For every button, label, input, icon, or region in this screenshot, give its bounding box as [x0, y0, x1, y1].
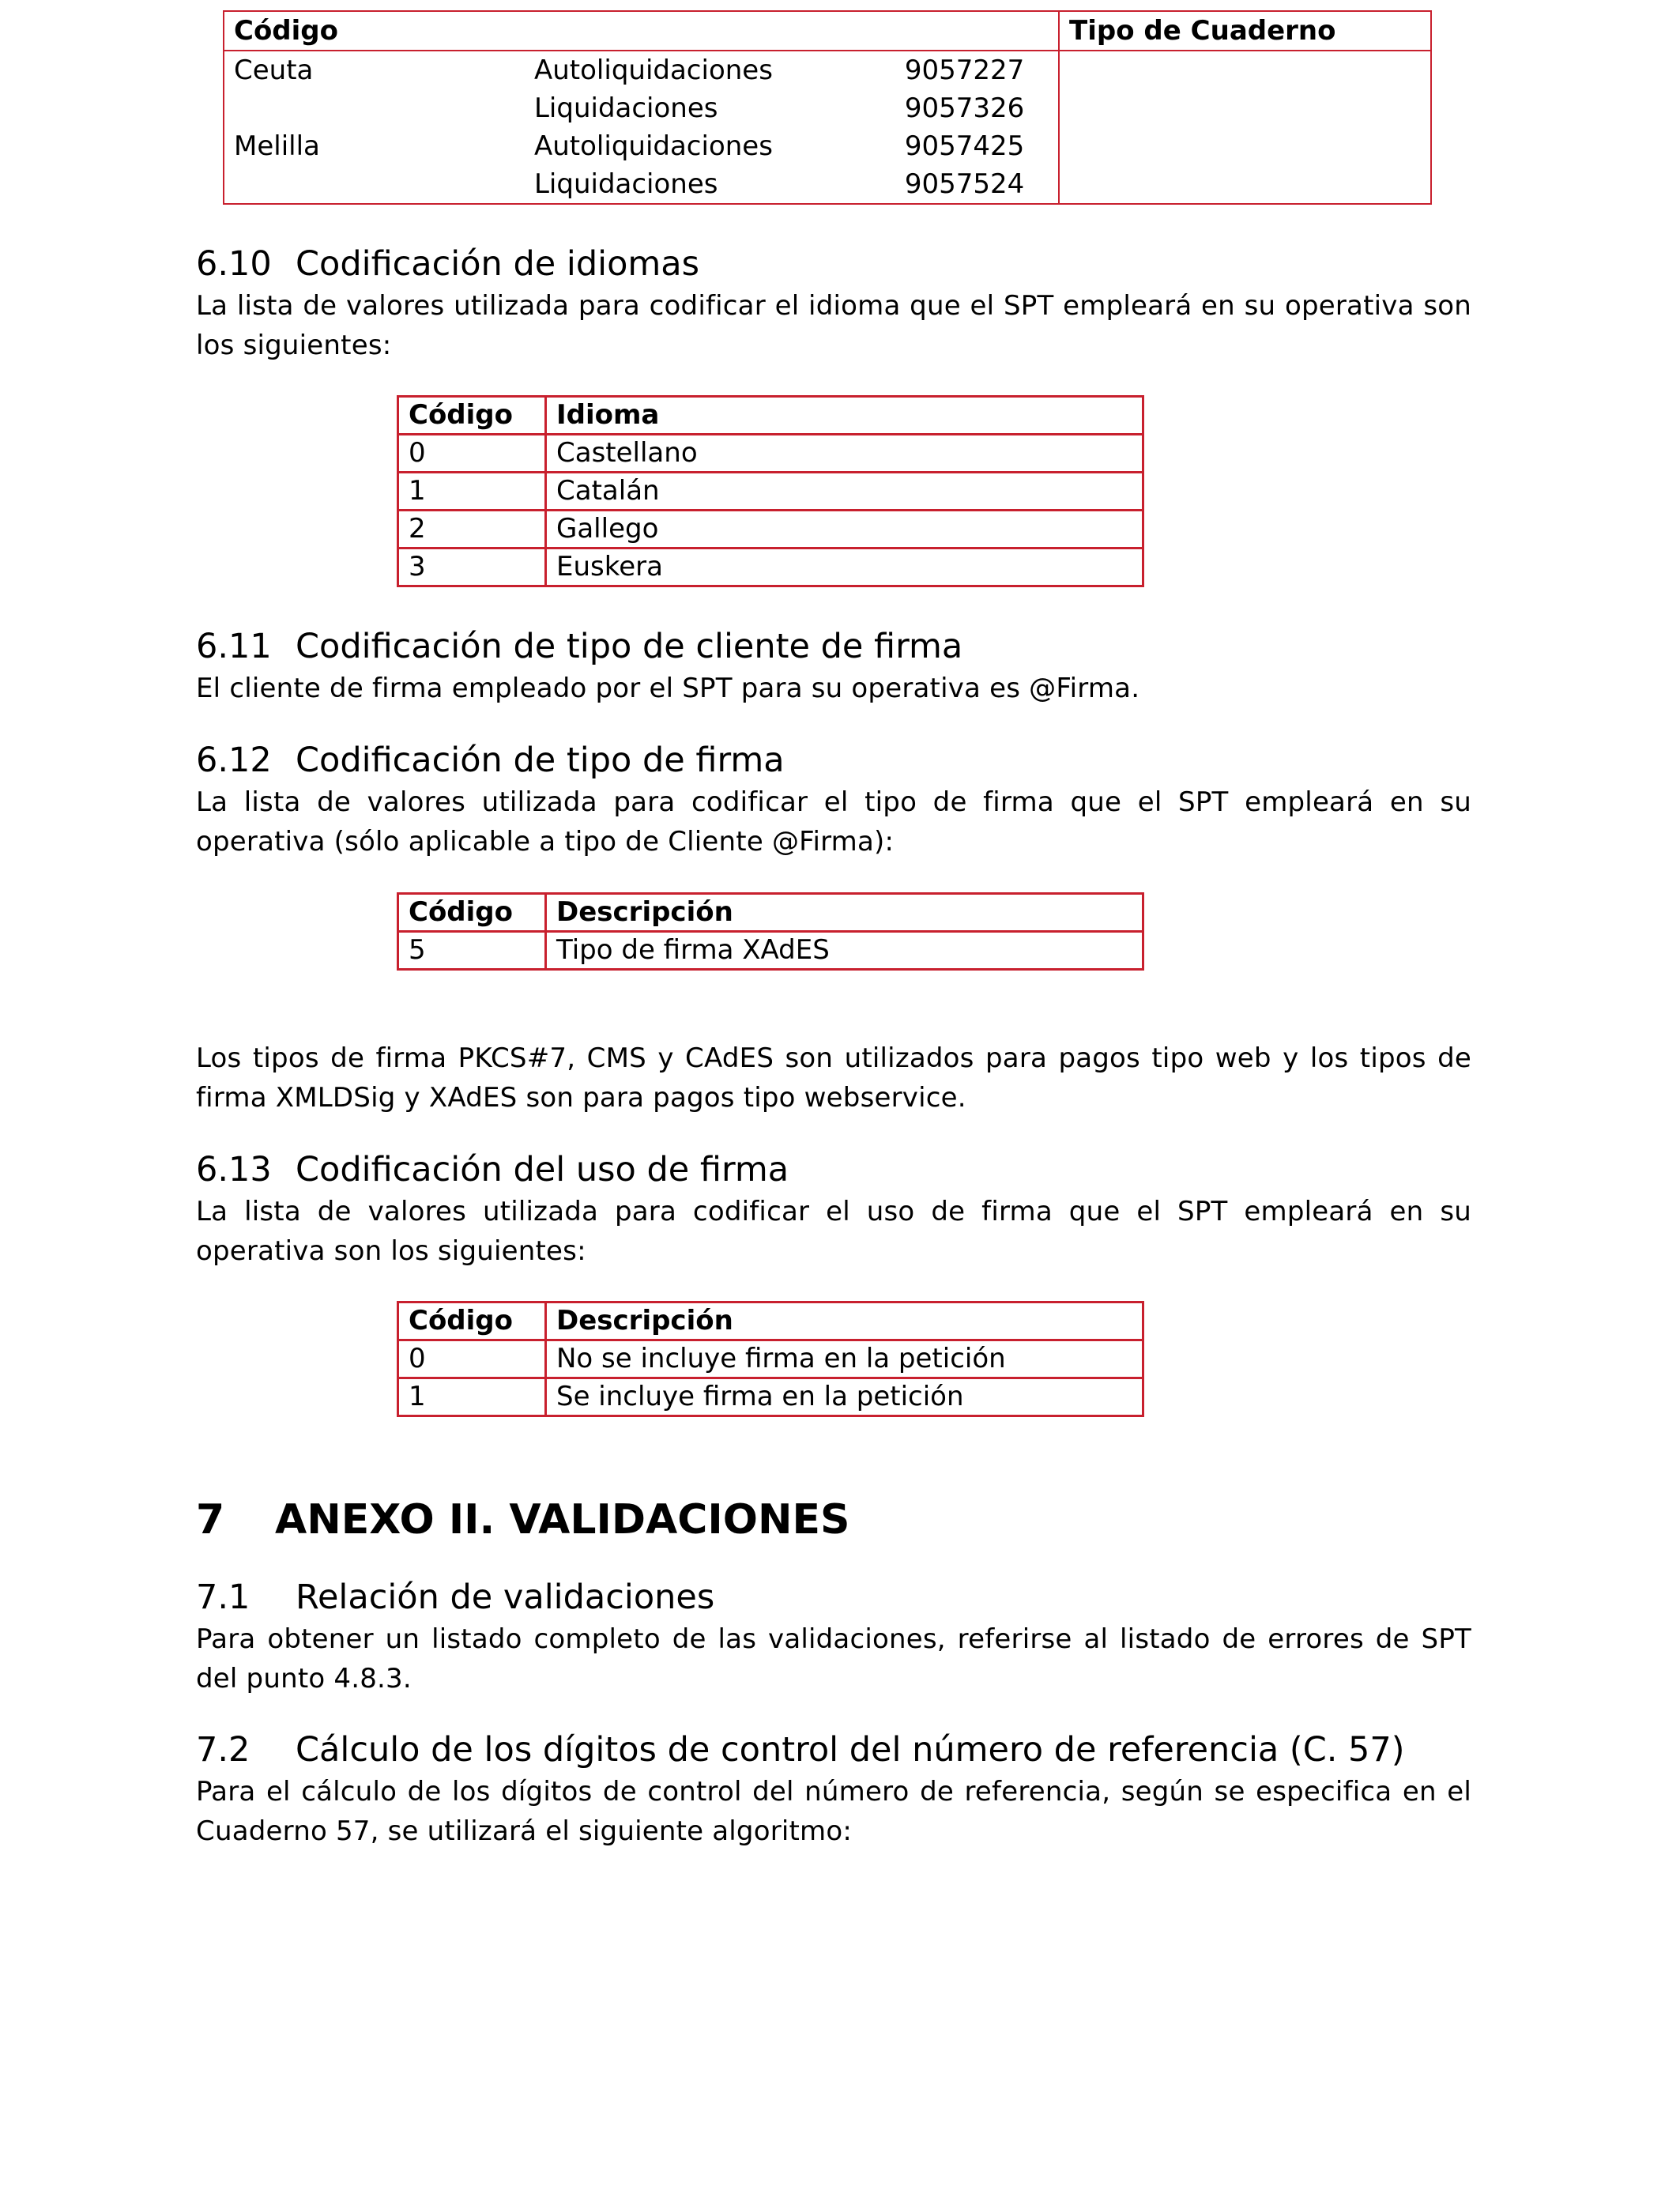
- section-heading-6-11: [196, 624, 962, 669]
- chapter-title: ANEXO II. VALIDACIONES: [275, 1496, 850, 1544]
- code-cell: 9057326: [895, 89, 1059, 127]
- table-cell: Tipo de firma XAdES: [546, 932, 1143, 970]
- section-title: Cálculo de los dígitos de control del número de referencia (C. 57): [296, 1730, 1405, 1770]
- section-heading-6-10: [196, 242, 699, 286]
- table-header-codigo: Código: [224, 11, 1059, 51]
- table-row: [398, 1378, 1143, 1416]
- region-cell: [224, 165, 525, 204]
- section-number: 6.10: [196, 244, 272, 284]
- table-cell: Gallego: [546, 511, 1143, 548]
- region-cell: Melilla: [224, 127, 525, 165]
- section-number: 6.12: [196, 741, 272, 780]
- section-title: Relación de validaciones: [296, 1578, 715, 1617]
- table-row: [398, 511, 1143, 548]
- table-cell: 0: [398, 1340, 546, 1378]
- section-heading-6-12: [196, 738, 785, 782]
- section-title: Codificación de tipo de firma: [296, 741, 785, 780]
- paragraph: Los tipos de firma PKCS#7, CMS y CAdES son utilizados para pagos tipo web y los tipos de firma XMLDSig y XAdES son para pagos tipo webservice.: [196, 1042, 1471, 1114]
- table-header: Idioma: [546, 397, 1143, 435]
- table-row: [398, 1340, 1143, 1378]
- paragraph: La lista de valores utilizada para codificar el idioma que el SPT empleará en su operativa son los siguientes:: [196, 290, 1471, 361]
- table-cell: Catalán: [546, 473, 1143, 511]
- chapter-heading-7: [196, 1492, 849, 1547]
- table-row: [224, 51, 1431, 89]
- table-header-tipo-cuaderno: Tipo de Cuaderno: [1059, 11, 1431, 51]
- table-cell: 0: [398, 435, 546, 473]
- table-cell: 2: [398, 511, 546, 548]
- region-cell: Ceuta: [224, 51, 525, 89]
- table-header: Código: [398, 397, 546, 435]
- paragraph: La lista de valores utilizada para codificar el tipo de firma que el SPT empleará en su operativa (sólo aplicable a tipo de Cliente @Firma):: [196, 786, 1471, 858]
- region-cell: [224, 89, 525, 127]
- table-row: [398, 435, 1143, 473]
- table-header-row: [224, 11, 1431, 51]
- table-header-row: [398, 1302, 1143, 1340]
- section-heading-7-2: [196, 1728, 1405, 1772]
- table-cell: 3: [398, 548, 546, 586]
- type-cell: Liquidaciones: [533, 92, 718, 124]
- table-header: Descripción: [546, 1302, 1143, 1340]
- type-cell: Liquidaciones: [525, 165, 895, 204]
- section-number: 7.2: [196, 1730, 250, 1770]
- section-number: 6.11: [196, 627, 272, 666]
- table-header: Código: [398, 894, 546, 932]
- table-cell: Castellano: [546, 435, 1143, 473]
- signature-type-table: [397, 892, 1144, 971]
- code-cell: 9057425: [895, 127, 1059, 165]
- table-row: [398, 548, 1143, 586]
- table-header: Código: [398, 1302, 546, 1340]
- type-cell: Autoliquidaciones: [525, 51, 895, 89]
- section-heading-7-1: [196, 1575, 714, 1619]
- chapter-number: 7: [196, 1496, 225, 1544]
- section-title: Codificación de tipo de cliente de firma: [296, 627, 963, 666]
- table-row: [398, 932, 1143, 970]
- paragraph: La lista de valores utilizada para codificar el uso de firma que el SPT empleará en su operativa son los siguientes:: [196, 1196, 1471, 1267]
- table-cell: No se incluye firma en la petición: [546, 1340, 1143, 1378]
- type-cell: Autoliquidaciones: [533, 130, 773, 162]
- language-code-table: [397, 395, 1144, 587]
- table-cell: Se incluye firma en la petición: [546, 1378, 1143, 1416]
- section-title: Codificación de idiomas: [296, 244, 700, 284]
- table-cell: 1: [398, 473, 546, 511]
- section-title: Codificación del uso de firma: [296, 1150, 789, 1189]
- section-number: 7.1: [196, 1578, 250, 1617]
- paragraph: Para el cálculo de los dígitos de control del número de referencia, según se especifica en el Cuaderno 57, se utilizará el siguiente algoritmo:: [196, 1776, 1471, 1847]
- table-cell: Euskera: [546, 548, 1143, 586]
- table-header-row: [398, 397, 1143, 435]
- signature-usage-table: [397, 1301, 1144, 1417]
- table-header: Descripción: [546, 894, 1143, 932]
- table-header-row: [398, 894, 1143, 932]
- code-cell: 9057227: [895, 51, 1059, 89]
- table-cell: 5: [398, 932, 546, 970]
- code-cell: 9057524: [895, 165, 1059, 204]
- section-number: 6.13: [196, 1150, 272, 1189]
- table-cell: 1: [398, 1378, 546, 1416]
- paragraph: El cliente de firma empleado por el SPT para su operativa es @Firma.: [196, 673, 1140, 704]
- table-row: [398, 473, 1143, 511]
- cuaderno-cell: [1059, 51, 1431, 204]
- section-heading-6-13: [196, 1148, 789, 1192]
- region-code-table: [223, 10, 1432, 205]
- paragraph: Para obtener un listado completo de las validaciones, referirse al listado de errores de SPT del punto 4.8.3.: [196, 1623, 1471, 1695]
